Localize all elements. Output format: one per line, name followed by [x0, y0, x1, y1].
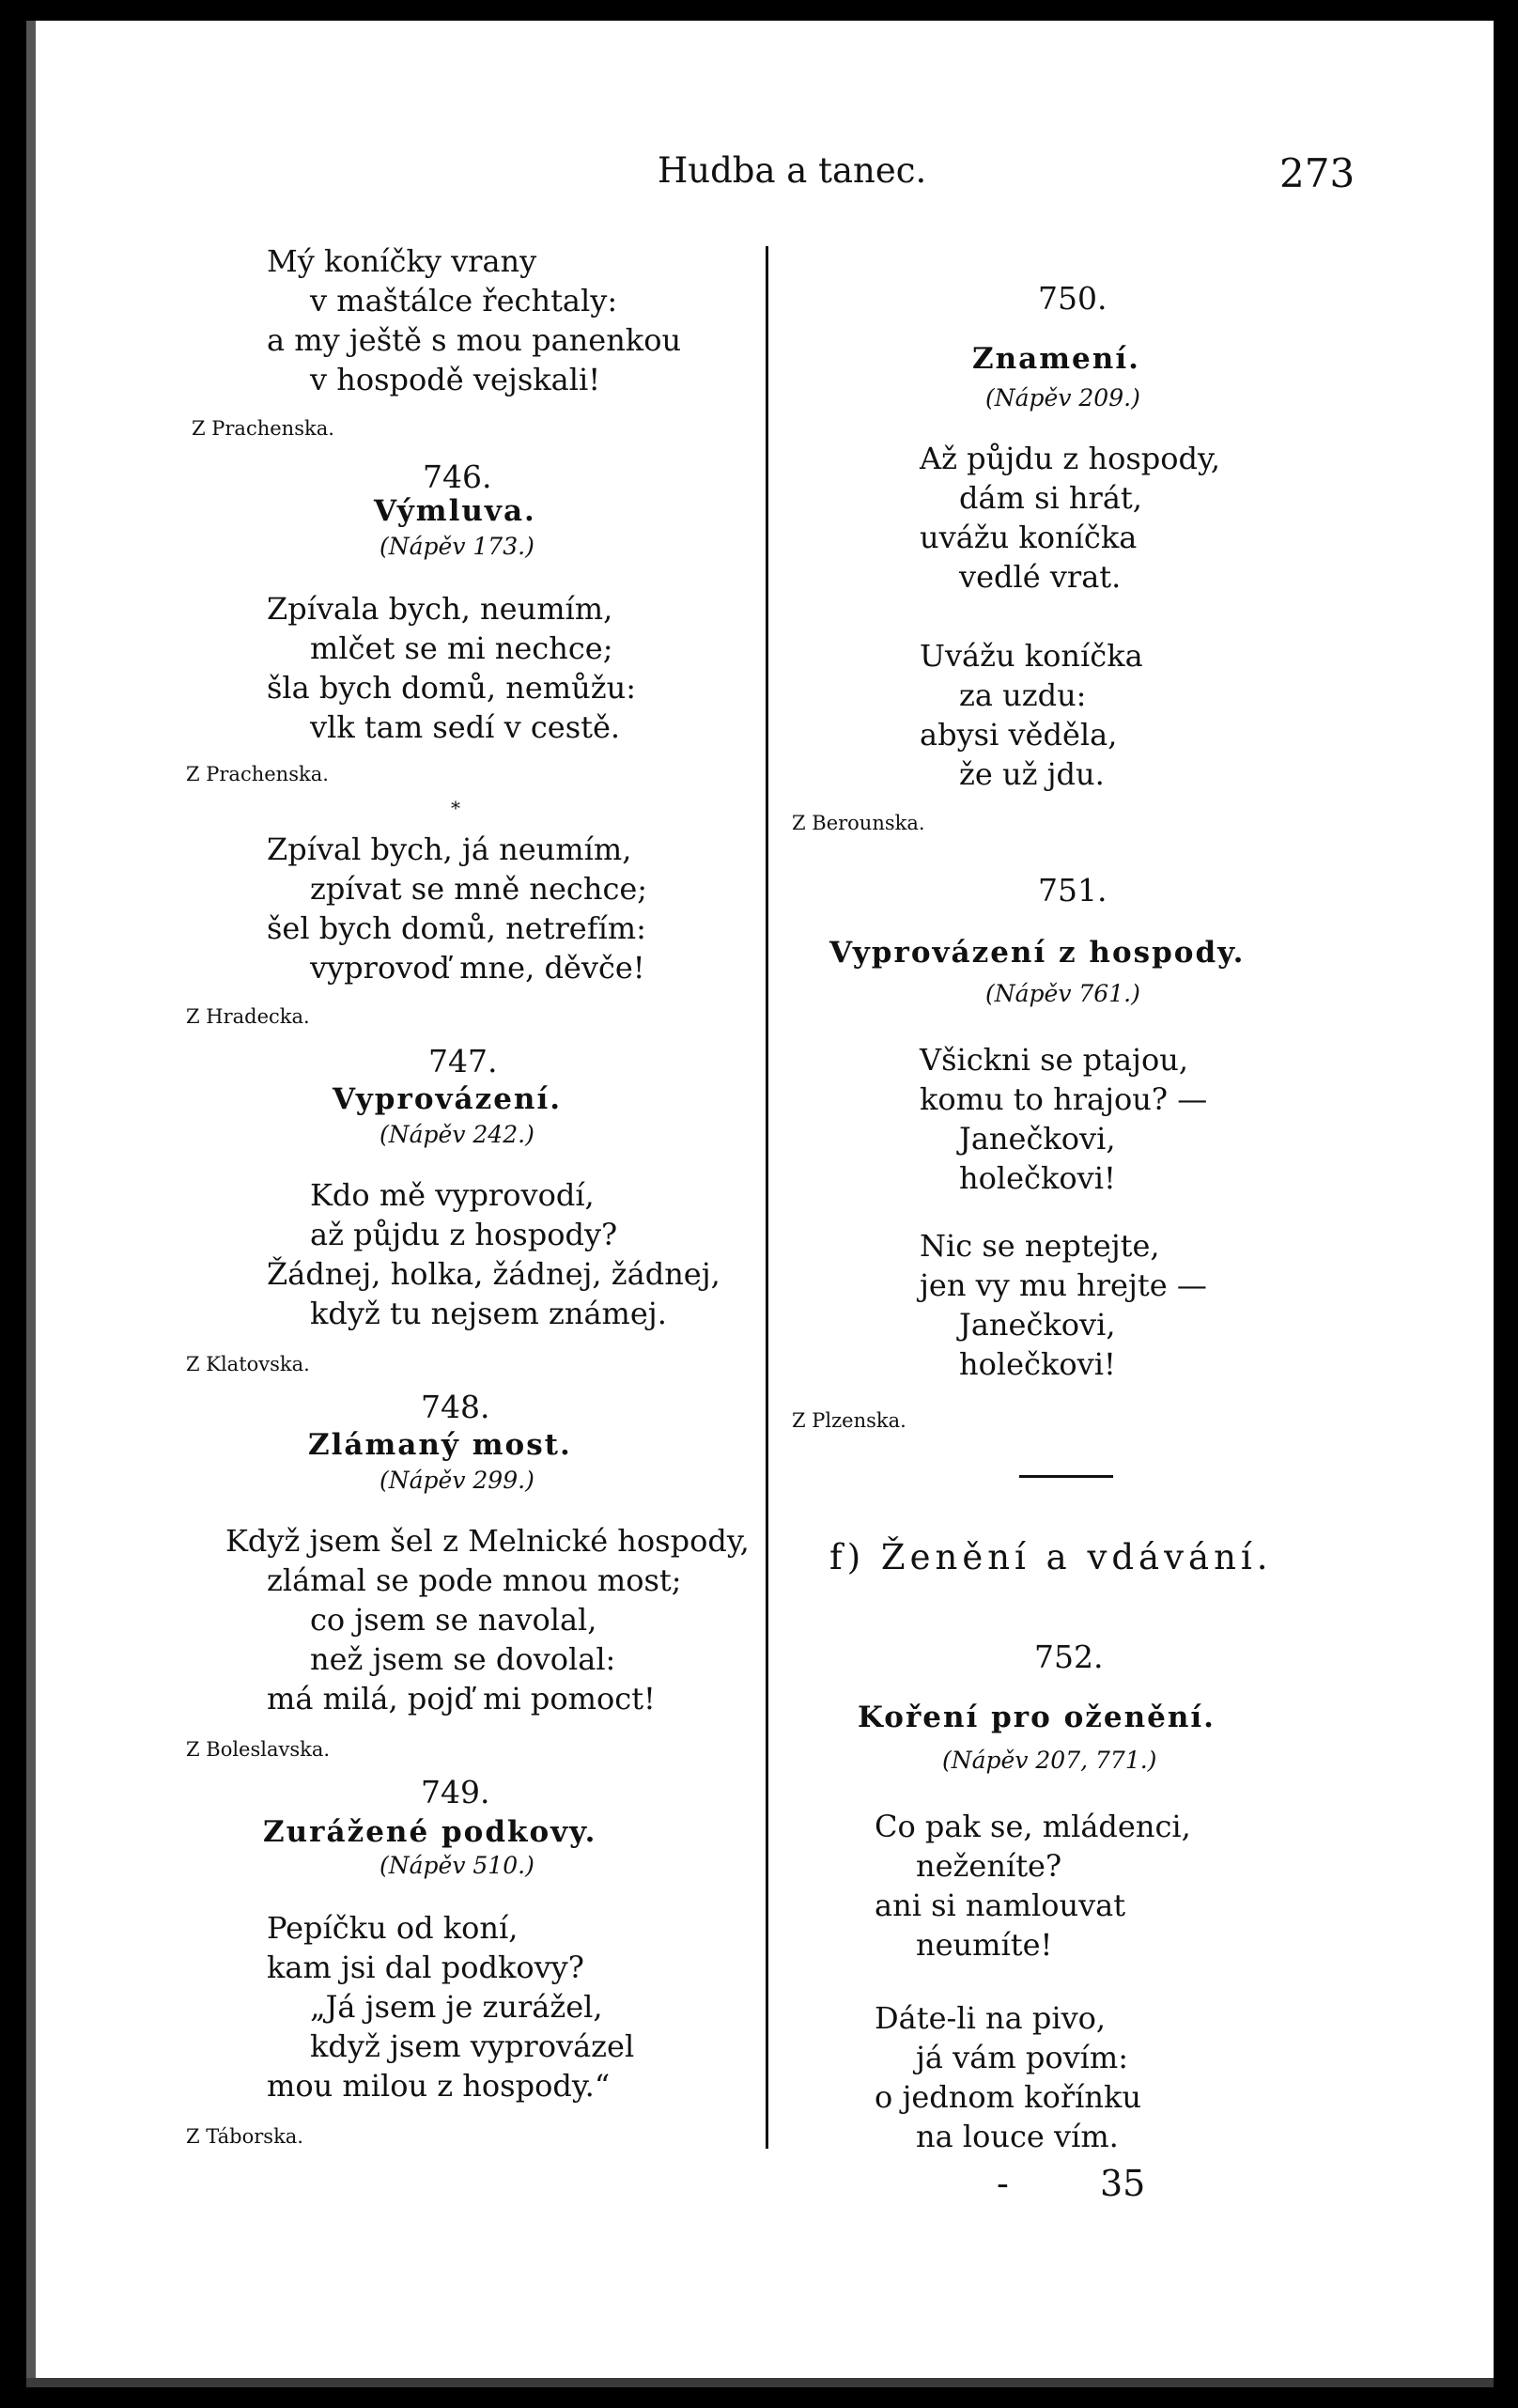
- verse-line: v hospodě vejskali!: [310, 362, 601, 397]
- scan-edge-right: [1494, 0, 1518, 2408]
- verse-line: Až půjdu z hospody,: [920, 441, 1220, 476]
- scan-edge-left: [0, 0, 26, 2408]
- column-divider: [766, 246, 768, 2149]
- verse-line: ani si namlouvat: [875, 1888, 1126, 1923]
- verse-line: o jednom kořínku: [875, 2079, 1141, 2115]
- melody-reference: (Nápěv 173.): [380, 533, 534, 560]
- verse-line: Janečkovi,: [959, 1307, 1116, 1343]
- verse-line: jen vy mu hrejte —: [920, 1267, 1207, 1303]
- scan-edge-bottom-shadow: [26, 2378, 1494, 2387]
- song-title: Vyprovázení.: [333, 1082, 563, 1116]
- song-number: 751.: [1038, 872, 1108, 909]
- verse-line: abysi věděla,: [920, 717, 1118, 753]
- region-label: Z Hradecka.: [186, 1005, 310, 1028]
- verse-line: má milá, pojď mi pomoct!: [267, 1681, 656, 1717]
- verse-line: a my ještě s mou panenkou: [267, 322, 682, 358]
- verse-line: komu to hrajou? —: [920, 1081, 1208, 1117]
- verse-line: Kdo mě vyprovodí,: [310, 1177, 595, 1213]
- verse-line: já vám povím:: [916, 2040, 1129, 2075]
- verse-line: Mý koníčky vrany: [267, 243, 537, 279]
- section-separator: [1019, 1475, 1113, 1478]
- region-label: Z Táborska.: [186, 2125, 303, 2148]
- region-label: Z Plzenska.: [792, 1409, 906, 1432]
- verse-line: když jsem vyprovázel: [310, 2028, 635, 2064]
- page-header: [0, 141, 1518, 197]
- scan-edge-left-shadow: [26, 21, 36, 2387]
- page-number: 273: [1279, 150, 1355, 196]
- verse-line: neženíte?: [916, 1848, 1062, 1884]
- region-label: Z Klatovska.: [186, 1353, 310, 1375]
- song-title: Zurážené podkovy.: [263, 1815, 597, 1849]
- verse-line: Zpívala bych, neumím,: [267, 591, 613, 627]
- song-title: Znamení.: [972, 342, 1140, 376]
- verse-line: šla bych domů, nemůžu:: [267, 670, 636, 706]
- verse-line: co jsem se navolal,: [310, 1602, 597, 1638]
- verse-line: zlámal se pode mnou most;: [267, 1562, 682, 1598]
- sheet-signature-number: 35: [1100, 2163, 1146, 2204]
- melody-reference: (Nápěv 299.): [380, 1467, 534, 1494]
- scan-edge-bottom: [0, 2387, 1518, 2408]
- verse-line: mlčet se mi nechce;: [310, 630, 613, 666]
- verse-line: vlk tam sedí v cestě.: [310, 709, 621, 745]
- melody-reference: (Nápěv 209.): [985, 384, 1140, 412]
- song-title: Zlámaný most.: [308, 1428, 572, 1462]
- signature-dash: -: [997, 2163, 1009, 2204]
- song-number: 747.: [428, 1043, 498, 1080]
- verse-line: Janečkovi,: [959, 1121, 1116, 1157]
- verse-line: Žádnej, holka, žádnej, žádnej,: [267, 1256, 720, 1292]
- song-title: Výmluva.: [374, 494, 536, 528]
- song-number: 749.: [421, 1774, 490, 1810]
- song-title: Vyprovázení z hospody.: [829, 936, 1246, 970]
- running-head: Hudba a tanec.: [658, 150, 927, 191]
- verse-line: šel bych domů, netrefím:: [267, 910, 646, 946]
- song-number: 750.: [1038, 280, 1108, 317]
- song-number: 748.: [421, 1389, 490, 1425]
- verse-line: Co pak se, mládenci,: [875, 1809, 1191, 1844]
- section-heading: f) Ženění a vdávání.: [829, 1537, 1273, 1577]
- melody-reference: (Nápěv 207, 771.): [942, 1747, 1157, 1774]
- verse-line: Pepíčku od koní,: [267, 1910, 519, 1946]
- region-label: Z Prachenska.: [186, 763, 329, 785]
- verse-line: Všickni se ptajou,: [920, 1042, 1189, 1078]
- region-label: Z Boleslavska.: [186, 1738, 331, 1761]
- melody-reference: (Nápěv 761.): [985, 980, 1140, 1007]
- verse-line: neumíte!: [916, 1927, 1053, 1963]
- verse-line: vyprovoď mne, děvče!: [310, 950, 645, 986]
- verse-line: holečkovi!: [959, 1346, 1116, 1382]
- verse-line: Nic se neptejte,: [920, 1228, 1160, 1264]
- stanza-variant-mark: *: [451, 797, 460, 819]
- verse-line: Uvážu koníčka: [920, 638, 1143, 674]
- verse-line: zpívat se mně nechce;: [310, 871, 648, 907]
- song-number: 746.: [423, 458, 492, 495]
- verse-line: Zpíval bych, já neumím,: [267, 831, 632, 867]
- verse-line: když tu nejsem známej.: [310, 1296, 667, 1331]
- verse-line: vedlé vrat.: [959, 559, 1122, 595]
- verse-line: Když jsem šel z Melnické hospody,: [225, 1523, 750, 1559]
- region-label: Z Berounska.: [792, 812, 925, 834]
- verse-line: dám si hrát,: [959, 480, 1142, 516]
- verse-line: až půjdu z hospody?: [310, 1217, 618, 1252]
- verse-line: že už jdu.: [959, 756, 1105, 792]
- verse-line: na louce vím.: [916, 2119, 1119, 2154]
- verse-line: Dáte-li na pivo,: [875, 2000, 1107, 2036]
- verse-line: mou milou z hospody.“: [267, 2068, 611, 2104]
- song-number: 752.: [1034, 1639, 1104, 1675]
- verse-line: za uzdu:: [959, 677, 1087, 713]
- melody-reference: (Nápěv 510.): [380, 1852, 534, 1879]
- song-title: Koření pro oženění.: [858, 1701, 1216, 1734]
- verse-line: uvážu koníčka: [920, 520, 1138, 555]
- melody-reference: (Nápěv 242.): [380, 1121, 534, 1148]
- region-label: Z Prachenska.: [192, 417, 334, 440]
- verse-line: „Já jsem je zurážel,: [310, 1989, 603, 2025]
- verse-line: v maštálce řechtaly:: [310, 283, 618, 318]
- verse-line: holečkovi!: [959, 1160, 1116, 1196]
- verse-line: než jsem se dovolal:: [310, 1641, 616, 1677]
- scan-edge-top: [0, 0, 1518, 21]
- verse-line: kam jsi dal podkovy?: [267, 1950, 584, 1985]
